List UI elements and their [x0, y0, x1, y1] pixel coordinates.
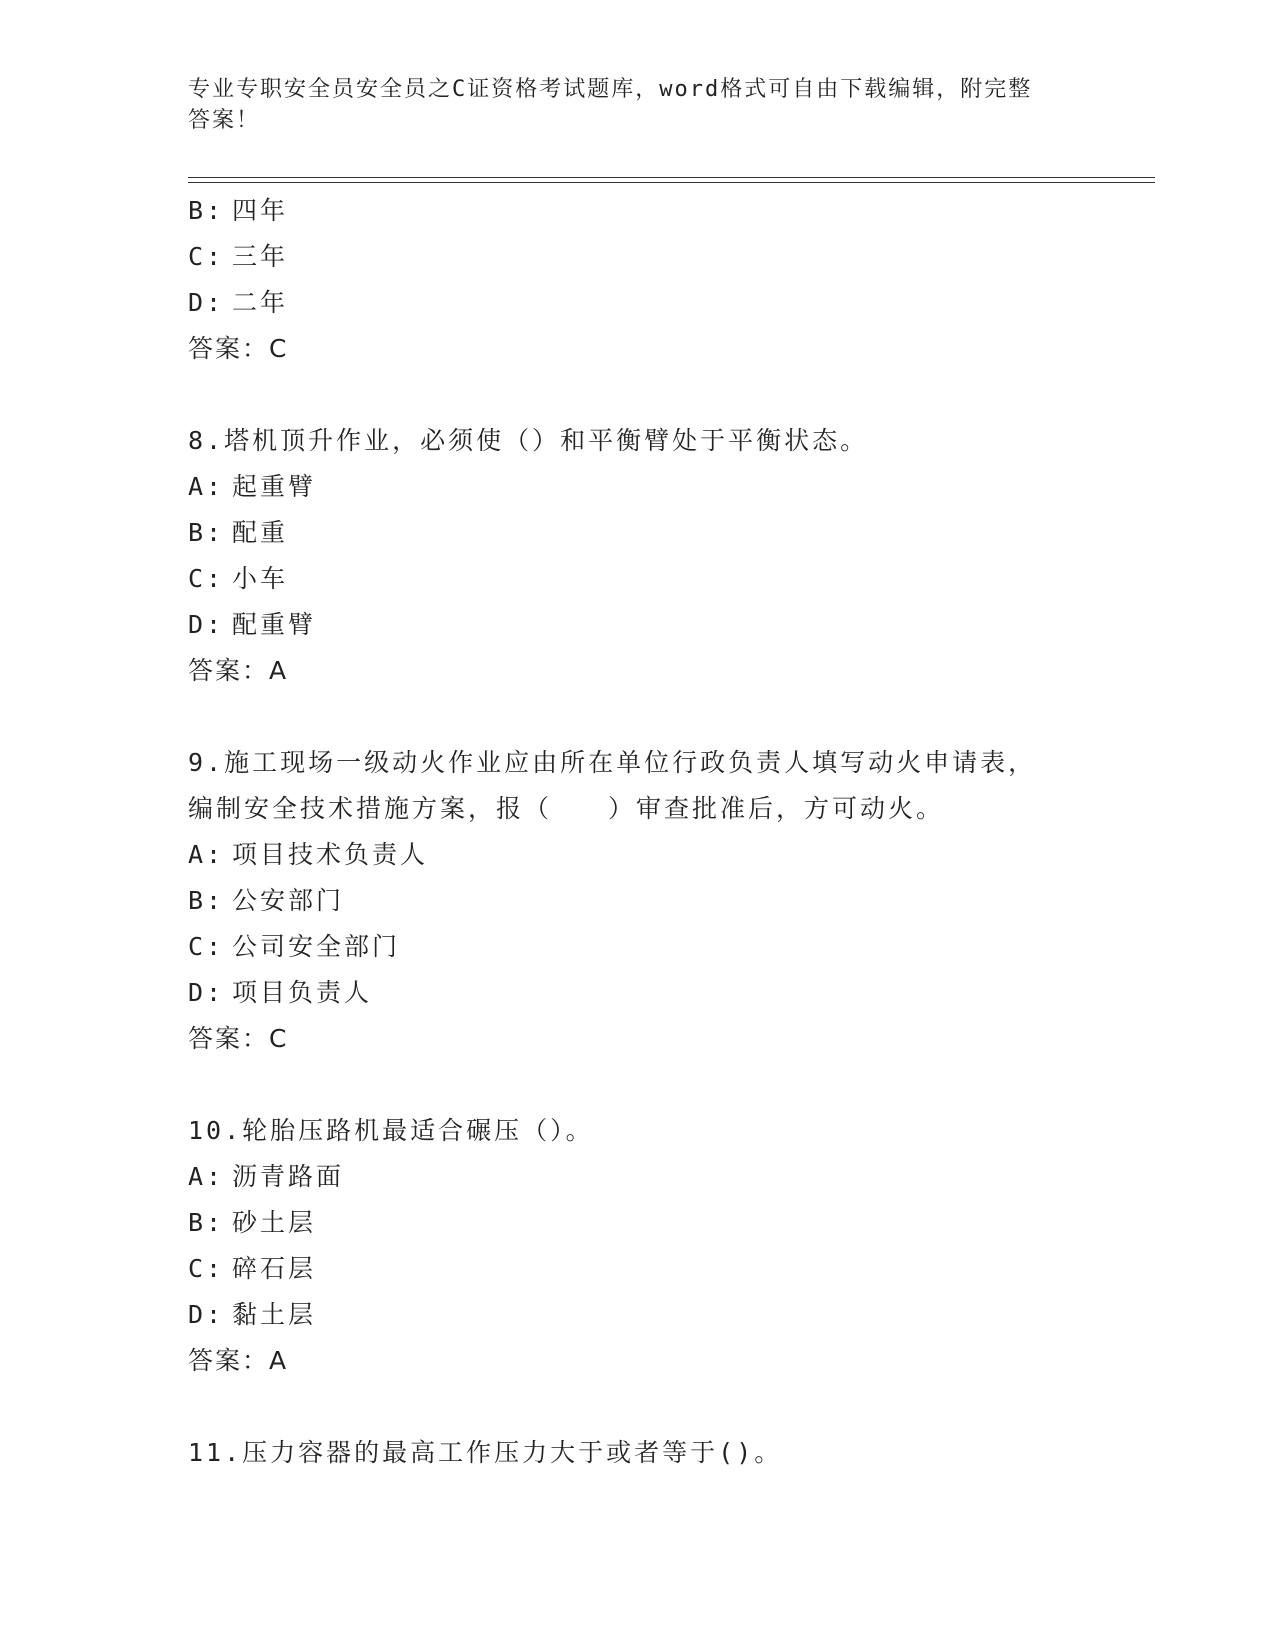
answer-label: 答案：C [188, 1024, 289, 1053]
option-key: A: [188, 1162, 225, 1191]
option-key: C: [188, 242, 225, 271]
option-key: B: [188, 518, 225, 547]
option-text: 起重臂 [232, 472, 317, 501]
option-c [188, 924, 1118, 970]
option-text: 配重臂 [232, 610, 317, 639]
option-text: 碎石层 [232, 1254, 317, 1283]
question-8 [188, 418, 1118, 694]
option-text: 项目负责人 [232, 978, 373, 1007]
answer-label: 答案：A [188, 1346, 289, 1375]
question-11 [188, 1430, 1118, 1476]
question-text: 8.塔机顶升作业，必须使（）和平衡臂处于平衡状态。 [188, 426, 869, 455]
option-b [188, 1200, 1118, 1246]
option-text: 配重 [232, 518, 289, 547]
spacer [188, 372, 1118, 418]
header-divider-bottom [188, 182, 1155, 183]
option-d [188, 280, 1118, 326]
question-text-line-1: 9.施工现场一级动火作业应由所在单位行政负责人填写动火申请表， [188, 748, 1037, 777]
option-text: 砂土层 [232, 1208, 317, 1237]
option-key: D: [188, 610, 225, 639]
option-key: C: [188, 1254, 225, 1283]
document-header [188, 74, 1068, 136]
question-text-line-2: 编制安全技术措施方案，报（ ）审查批准后，方可动火。 [188, 794, 945, 823]
option-text: 三年 [232, 242, 289, 271]
question-9 [188, 740, 1118, 1062]
option-c [188, 1246, 1118, 1292]
header-line-1: 专业专职安全员安全员之C证资格考试题库，word格式可自由下载编辑，附完整 [188, 77, 1033, 102]
spacer [188, 1062, 1118, 1108]
option-d [188, 1292, 1118, 1338]
question-text: 10.轮胎压路机最适合碾压（）。 [188, 1116, 594, 1145]
option-key: D: [188, 288, 225, 317]
option-text: 公司安全部门 [232, 932, 401, 961]
option-b [188, 188, 1118, 234]
option-key: C: [188, 932, 225, 961]
option-key: A: [188, 472, 225, 501]
question-text: 11.压力容器的最高工作压力大于或者等于()。 [188, 1438, 783, 1467]
option-text: 项目技术负责人 [232, 840, 429, 869]
option-c [188, 234, 1118, 280]
option-a [188, 1154, 1118, 1200]
option-key: B: [188, 196, 225, 225]
question-list [188, 188, 1118, 1476]
option-c [188, 556, 1118, 602]
option-key: B: [188, 886, 225, 915]
option-d [188, 970, 1118, 1016]
answer-label: 答案：A [188, 656, 289, 685]
option-text: 黏土层 [232, 1300, 317, 1329]
header-divider-top [188, 177, 1155, 178]
option-text: 四年 [232, 196, 289, 225]
option-text: 公安部门 [232, 886, 345, 915]
option-key: D: [188, 978, 225, 1007]
question-10 [188, 1108, 1118, 1384]
option-text: 二年 [232, 288, 289, 317]
option-b [188, 878, 1118, 924]
option-key: A: [188, 840, 225, 869]
option-key: C: [188, 564, 225, 593]
header-line-2: 答案！ [188, 108, 261, 133]
option-a [188, 464, 1118, 510]
option-a [188, 832, 1118, 878]
answer-label: 答案：C [188, 334, 289, 363]
spacer [188, 694, 1118, 740]
option-key: D: [188, 1300, 225, 1329]
option-d [188, 602, 1118, 648]
spacer [188, 1384, 1118, 1430]
option-text: 沥青路面 [232, 1162, 345, 1191]
option-b [188, 510, 1118, 556]
option-key: B: [188, 1208, 225, 1237]
option-text: 小车 [232, 564, 289, 593]
question-7-continued [188, 188, 1118, 372]
